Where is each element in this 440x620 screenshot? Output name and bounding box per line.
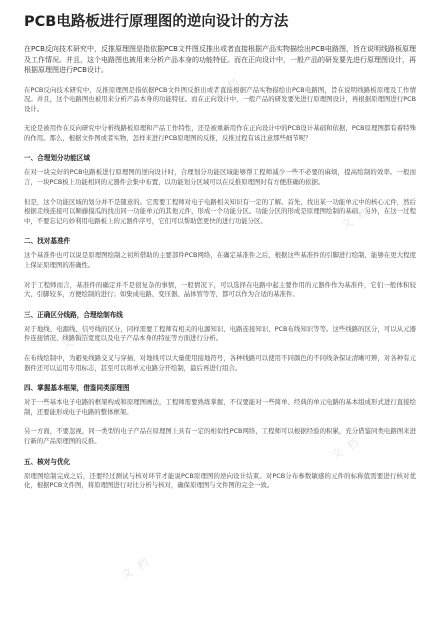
intro-paragraph: 在PCB反向技术研究中，反推原理图是指依据PCB文件图反推出或者直接根据产品实物描绘出PCB电路图，旨在说明线路板原理及工作情况。并且，这个电路图也被用来分析产品本身的功能特征。而在正向设计中，一般产品的研发要先进行原理图设计，再根据原理图进行PCB设计。 xyxy=(24,45,416,74)
watermark: 文 档 xyxy=(339,204,373,232)
section-heading: 三、正确区分线路，合理绘制布线 xyxy=(24,310,123,319)
section-heading: 四、掌握基本框架，借鉴同类原理图 xyxy=(24,384,130,393)
section-paragraph: 另一方面，不要忽视，同一类型的电子产品在原理图上具有一定的相似性PCB网络，工程师可以根据经验的积累，充分借鉴同类电路图来进行新的产品原理图的反推。 xyxy=(24,427,416,445)
section-paragraph: 在布线绘制中，为避免线路交叉与穿插，对地线可以大量使用接地符号，各种线路可以使用不同颜色的不同线条保证清晰可辨，对各种有元器件还可以运用专用标志，甚至可以将单元电路分开绘制，最后再进行组合。 xyxy=(24,354,416,372)
section-heading: 一、合理划分功能区域 xyxy=(24,154,90,163)
watermark: 文 档 xyxy=(329,434,363,462)
section-paragraph: 对于地线、电源线、信号线的区分，同样需要工程师有相关的电源知识、电路连接知识、PCB布线知识等等。这些线路的区分，可以从元器件连接情况、线路铜箔宽度以及电子产品本身的特征等方面进行分析。 xyxy=(24,324,416,343)
page-title: PCB电路板进行原理图的逆向设计的方法 xyxy=(24,14,289,30)
section-paragraph: 但是，这个功能区域的划分并不是随意的。它需要工程师对电子电路相关知识有一定的了解。首先，找出某一功能单元中的核心元件，然后根据走线连接可以顺藤摸瓜的找出同一功能单元的其他元件，形成一个功能分区。功能分区的形成是原理图绘制的基础。另外，在这一过程中，不要忘记巧妙利用电路板上的元器件序号，它们可以帮助您更快的进行功能分区。 xyxy=(24,197,416,225)
section-heading: 五、核对与优化 xyxy=(24,457,71,466)
section-paragraph: 在对一块完好的PCB电路板进行原理图的逆向设计时，合理划分功能区域能够帮工程师减少一些不必要的麻烦，提高绘制的效率。一般而言，一块PCB板上功能相同的元器件会集中布置，以功能划分区域可以在反推原理图时有方便准确的依据。 xyxy=(24,168,416,187)
section-heading: 二、找对基准件 xyxy=(24,237,71,246)
watermark: 文 档 xyxy=(209,74,243,102)
intro-paragraph: 在PCB反向技术研究中，反推原理图是指依据PCB文件图反推出或者直接根据产品实物描绘出PCB电路图，旨在说明线路板原理及工作情况。并且，这个电路图也被用来分析产品本身的功能特征。而在正向设计中，一般产品的研发要先进行原理图设计，再根据原理图进行PCB设计。 xyxy=(24,85,416,113)
intro-paragraph: 无论是被用作在反向研究中分析线路板原理和产品工作特性，还是被重新用作在正向设计中的PCB设计基础和依据，PCB原理图都有着特殊的作用。那么，根据文件图或者实物，怎样来进行PCB原理图的反推，反推过程有该注意那些细节呢？ xyxy=(24,124,416,142)
section-paragraph: 对于一些基本电子电路的框架构成和原理图画法，工程师需要熟练掌握，不仅要能对一些简单、经典的单元电路的基本组成形式进行直接绘制，还要能形成电子电路的整体框架。 xyxy=(24,398,416,416)
section-paragraph: 原理图绘制完成之后，还要经过测试与核对环节才能说PCB原理图的逆向设计结束。对PCB分布参数敏感的元件的标称值需要进行核对优化，根据PCB文件图，将原理图进行对比分析与核对，确保原理图与文件图的完全一致。 xyxy=(24,471,416,490)
watermark: 文 档 xyxy=(59,324,93,352)
watermark: 文 档 xyxy=(119,554,153,582)
section-paragraph: 这个基准件也可以说是原理图绘制之初所借助的主要部件PCB网络，在确定基准件之后，根据这些基准件的引脚进行绘制，能够在更大程度上保证原理图的准确性。 xyxy=(24,251,416,270)
section-paragraph: 对于工程师而言，基准件的确定并不是很复杂的事情，一般情况下，可以选择在电路中起主要作用的元器件作为基准件，它们一般体积较大、引脚较多，方便绘制的进行；如集成电路、变压器、晶体管等等，都可以作为合适的基准件。 xyxy=(24,280,416,299)
